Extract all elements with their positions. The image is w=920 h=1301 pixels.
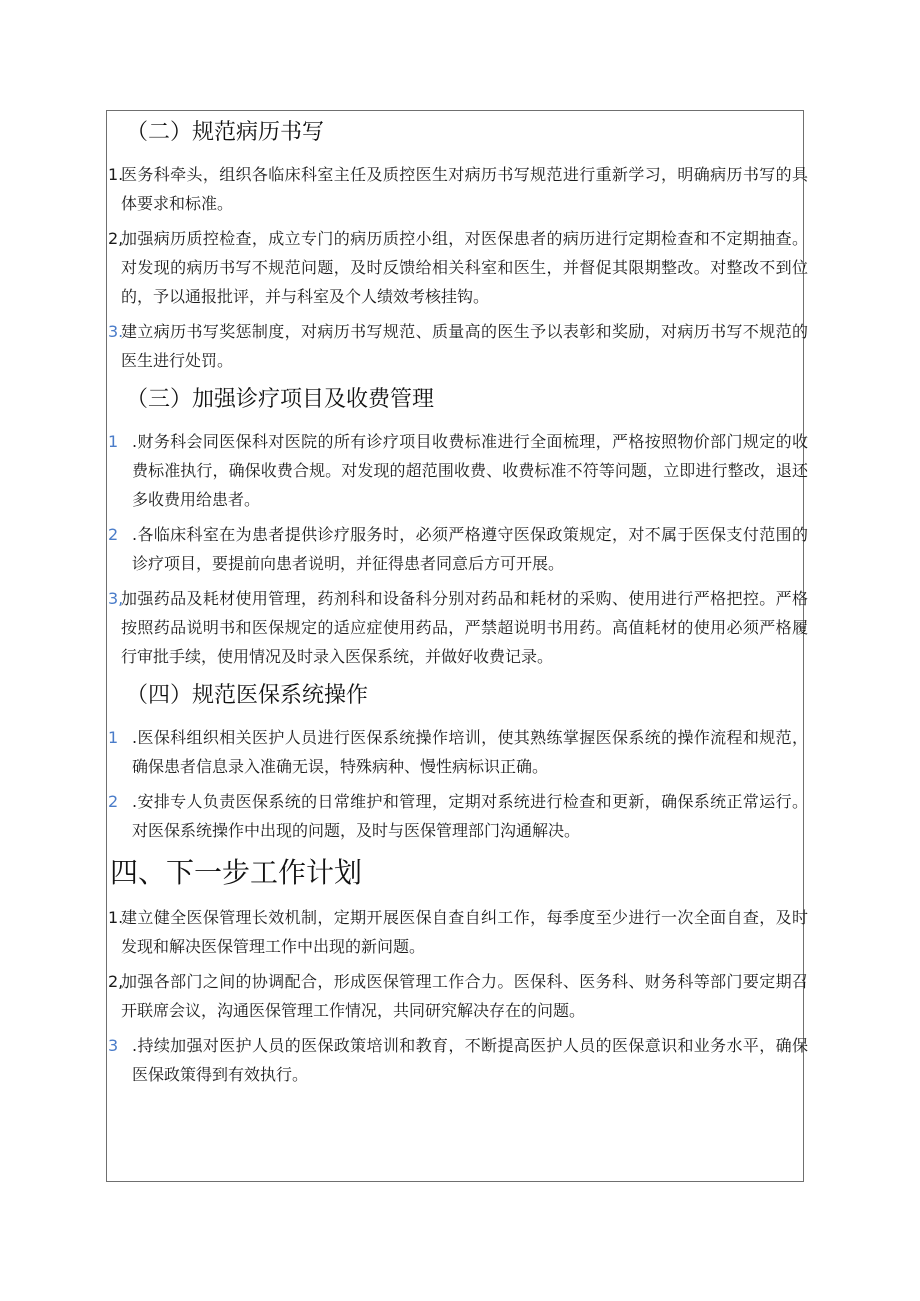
item-text: 加强各部门之间的协调配合，形成医保管理工作合力。医保科、医务科、财务科等部门要定期召开联席会议，沟通医保管理工作情况，共同研究解决存在的问题。	[121, 972, 808, 1020]
section-heading: （二）规范病历书写	[126, 120, 325, 145]
item-text: 加强病历质控检查，成立专门的病历质控小组，对医保患者的病历进行定期检查和不定期抽查。对发现的病历书写不规范问题，及时反馈给相关科室和医生，并督促其限期整改。对整改不到位的，予以通报批评，并与科室及个人绩效考核挂钩。	[121, 229, 808, 306]
item-number: 2,	[108, 972, 124, 991]
list-item	[108, 317, 808, 375]
item-text: 建立病历书写奖惩制度，对病历书写规范、质量高的医生予以表彰和奖励，对病历书写不规范的医生进行处罚。	[121, 322, 808, 370]
main-heading: 四、下一步工作计划	[110, 856, 363, 889]
list-item	[108, 903, 808, 961]
item-number: 2	[108, 525, 119, 544]
item-text: 建立健全医保管理长效机制，定期开展医保自查自纠工作，每季度至少进行一次全面自查，及时发现和解决医保管理工作中出现的新问题。	[121, 908, 808, 956]
item-text: .安排专人负责医保系统的日常维护和管理，定期对系统进行检查和更新，确保系统正常运行。对医保系统操作中出现的问题，及时与医保管理部门沟通解决。	[132, 792, 808, 840]
item-number: 2,	[108, 229, 124, 248]
section-heading: （四）规范医保系统操作	[126, 683, 369, 708]
section-fee-management	[108, 385, 808, 671]
list-item	[108, 1031, 808, 1089]
list-item	[108, 967, 808, 1025]
item-number: 3,	[108, 589, 124, 608]
item-number: 2	[108, 792, 119, 811]
list-item	[108, 520, 808, 578]
list-item	[108, 584, 808, 671]
section-standardize-records	[108, 118, 808, 375]
item-text: 医务科牵头，组织各临床科室主任及质控医生对病历书写规范进行重新学习，明确病历书写的具体要求和标准。	[121, 165, 808, 213]
item-text: .各临床科室在为患者提供诊疗服务时，必须严格遵守医保政策规定，对不属于医保支付范围的诊疗项目，要提前向患者说明，并征得患者同意后方可开展。	[132, 525, 808, 573]
document-body	[108, 112, 808, 1099]
list-item	[108, 160, 808, 218]
list-item	[108, 787, 808, 845]
item-number: 1.	[108, 908, 124, 927]
item-number: 1.	[108, 165, 124, 184]
section-heading: （三）加强诊疗项目及收费管理	[126, 387, 435, 412]
item-number: 1	[108, 432, 119, 451]
item-text: 加强药品及耗材使用管理，药剂科和设备科分别对药品和耗材的采购、使用进行严格把控。严格按照药品说明书和医保规定的适应症使用药品，严禁超说明书用药。高值耗材的使用必须严格履行审批手续，使用情况及时录入医保系统，并做好收费记录。	[121, 589, 808, 666]
list-item	[108, 723, 808, 781]
item-text: .医保科组织相关医护人员进行医保系统操作培训，使其熟练掌握医保系统的操作流程和规范，确保患者信息录入准确无误，特殊病种、慢性病标识正确。	[132, 728, 808, 776]
item-number: 1	[108, 728, 119, 747]
list-item	[108, 427, 808, 514]
item-number: 3.	[108, 322, 124, 341]
section-next-steps	[108, 855, 808, 1089]
item-text: .持续加强对医护人员的医保政策培训和教育，不断提高医护人员的医保意识和业务水平，确保医保政策得到有效执行。	[132, 1036, 808, 1084]
section-system-operation	[108, 681, 808, 845]
list-item	[108, 224, 808, 311]
item-number: 3	[108, 1036, 119, 1055]
item-text: .财务科会同医保科对医院的所有诊疗项目收费标准进行全面梳理，严格按照物价部门规定的收费标准执行，确保收费合规。对发现的超范围收费、收费标准不符等问题，立即进行整改，退还多收费用给患者。	[132, 432, 808, 509]
